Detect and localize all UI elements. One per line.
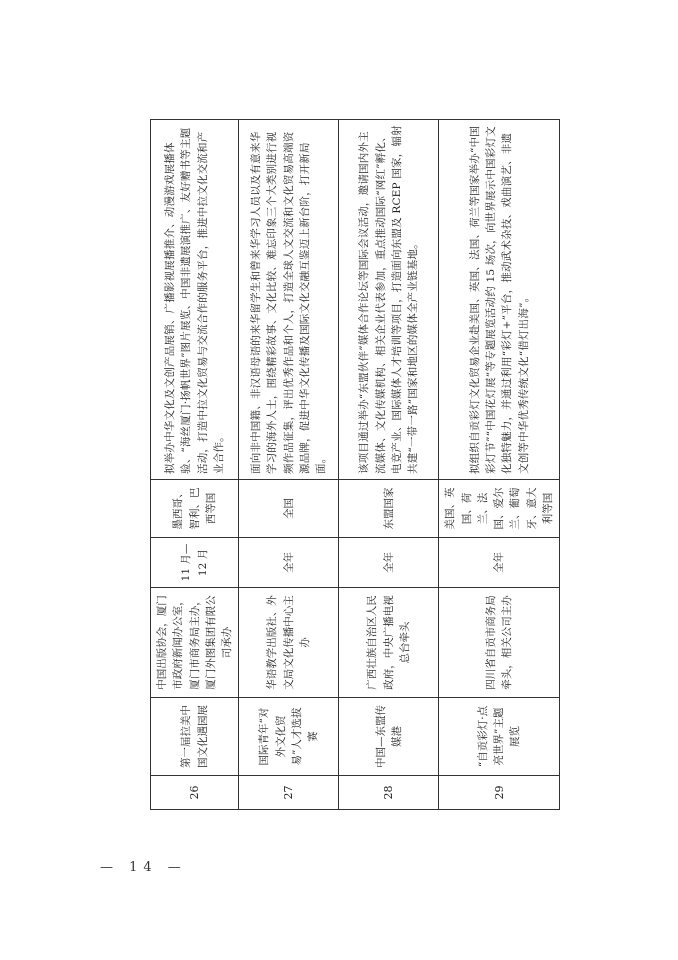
event-region: 全国: [239, 480, 339, 538]
event-time: 全年: [239, 538, 339, 588]
events-table: [150, 119, 560, 810]
page-number: — 14 —: [100, 860, 187, 875]
table-row: [151, 120, 239, 810]
event-region: 东盟国家: [339, 480, 439, 538]
table-row: [439, 120, 560, 810]
event-description: 面向非中国籍、非汉语母语的来华留学生和曾来华学习人员以及有意来华学习的海外人士，围绕精彩故事、文化比较、难忘印象三个大类别进行视频作品征集，评出优秀作品和个人，打造全球人文交流和文化贸易高端资源品牌，促进中华文化传播及国际文化交融互鉴迈上新台阶，打开新局面。: [239, 120, 339, 480]
table-row: [339, 120, 439, 810]
event-organizer: 四川省自贡市商务局牵头，相关公司主办: [439, 588, 560, 698]
event-name: 第一届拉美中国文化遇园展: [151, 698, 239, 776]
event-region: 墨西哥、智利、巴西等国: [151, 480, 239, 538]
row-number: 27: [239, 776, 339, 810]
row-number: 28: [339, 776, 439, 810]
event-name: 中国—东盟传媒港: [339, 698, 439, 776]
event-organizer: 中国出版协会，厦门市政府新闻办公室，厦门市商务局主办，厦门外图集团有限公司承办: [151, 588, 239, 698]
event-region: 美国、英国、荷兰、法国、爱尔兰、葡萄牙、意大利等国: [439, 480, 560, 538]
row-number: 26: [151, 776, 239, 810]
event-description: 拟组织自贡彩灯文化贸易企业赴美国、英国、法国、荷兰等国家举办“中国彩灯节”“中国花灯展”等专题展览活动约 15 场次，向世界展示中国彩灯文化独特魅力，并通过利用“彩灯+”平台，推动武术杂技、戏曲演艺、非遗文创等中华优秀传统文化“借灯出海”。: [439, 120, 560, 480]
event-name: 国际青年“对外文化贸易”人才选拔赛: [239, 698, 339, 776]
table-row: [239, 120, 339, 810]
event-description: 拟举办中华文化及文创产品展销、广播影视展播推介、动漫游戏展播体验、“海丝厦门·扬帆世界”图片展览、中国非遗展演推广、友好赠书等主题活动，打造中拉文化贸易与交流合作的服务平台，推进中拉文化交流和产业合作。: [151, 120, 239, 480]
event-time: 全年: [439, 538, 560, 588]
row-number: 29: [439, 776, 560, 810]
event-organizer: 华语教学出版社、外文局文化传播中心主办: [239, 588, 339, 698]
event-description: 该项目通过举办“东盟伙伴”媒体合作论坛等国际会议活动，邀请国内外主流媒体、文化传媒机构、相关企业代表参加，重点推动国际“网红”孵化、电竞产业、国际媒体人才培训等项目，打造面向东盟及 RCEP 国家，辐射共建“一带一路”国家和地区的媒体全产业链基地。: [339, 120, 439, 480]
event-name: “自贡彩灯·点亮世界”主题展览: [439, 698, 560, 776]
rotated-table-container: [150, 120, 554, 810]
event-time: 11 月—12 月: [151, 538, 239, 588]
event-organizer: 广西壮族自治区人民政府，中央广播电视总台牵头: [339, 588, 439, 698]
event-time: 全年: [339, 538, 439, 588]
